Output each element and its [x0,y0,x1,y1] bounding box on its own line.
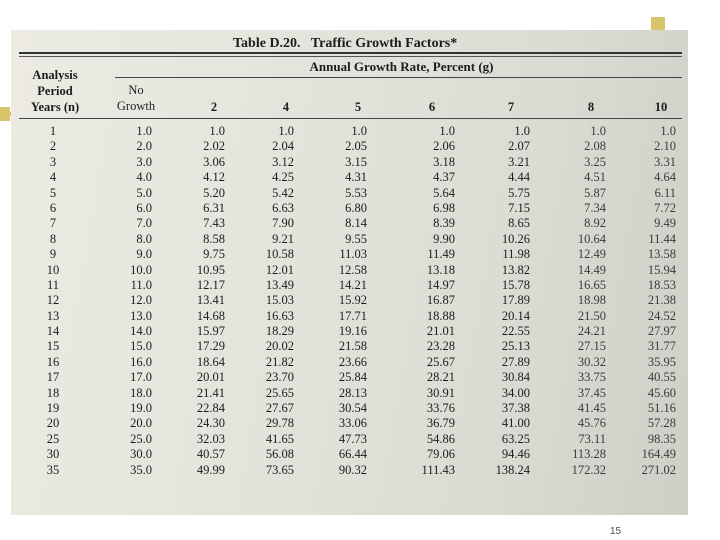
factor-cell: 4.37 [433,170,455,185]
factor-cell: 2.05 [345,139,367,154]
factor-cell: 2.10 [654,139,676,154]
factor-cell: 8.0 [136,231,152,246]
no-growth-column [130,124,152,478]
rate-header-5: 5 [354,100,362,114]
factor-cell: 8.58 [203,231,225,246]
factor-cell: 3.25 [584,154,606,169]
factor-cell: 7.72 [654,200,676,215]
year-cell: 25 [46,431,60,446]
page-number: 15 [610,526,622,537]
factor-cell: 9.21 [272,231,294,246]
factor-cell: 8.14 [345,216,367,231]
factor-cell: 9.55 [345,231,367,246]
factor-cell: 15.94 [647,262,676,277]
year-cell: 35 [46,462,60,477]
factor-cell: 10.95 [196,262,225,277]
factor-cell: 4.31 [345,170,367,185]
factor-cell: 47.73 [338,431,367,446]
factor-cell: 24.52 [647,308,676,323]
factor-cell: 5.0 [136,185,152,200]
rate-8-column [572,124,606,478]
factor-cell: 27.15 [577,339,606,354]
rate-10-column [642,124,676,478]
year-cell: 11 [46,277,60,292]
factor-cell: 10.26 [501,231,530,246]
factor-cell: 94.46 [501,447,530,462]
factor-cell: 30.54 [338,401,367,416]
factor-cell: 5.64 [433,185,455,200]
growth-rate-header: Annual Growth Rate, Percent (g) [309,59,494,74]
factor-cell: 13.18 [426,262,455,277]
factor-cell: 1.0 [209,124,225,138]
factor-cell: 8.92 [584,216,606,231]
factor-cell: 4.44 [508,170,530,185]
factor-cell: 1.0 [590,124,606,138]
factor-cell: 51.16 [647,401,676,416]
year-cell: 10 [46,262,60,277]
factor-cell: 40.57 [196,447,225,462]
rate-header-10: 10 [654,100,668,114]
factor-cell: 35.0 [130,462,152,477]
factor-cell: 8.65 [508,216,530,231]
factor-cell: 3.0 [136,154,152,169]
factor-cell: 13.0 [130,308,152,323]
header-left-line: Analysis [32,68,78,82]
factor-cell: 32.03 [196,431,225,446]
rate-5-column [339,124,367,478]
factor-cell: 20.14 [501,308,530,323]
rate-header-6: 6 [428,100,436,114]
years-column [33,124,73,478]
factor-cell: 11.49 [427,247,455,262]
factor-cell: 7.43 [203,216,225,231]
factor-cell: 13.41 [196,293,225,308]
top-rule-thin [19,56,682,57]
year-cell: 7 [49,216,57,231]
factor-cell: 5.53 [345,185,367,200]
factor-cell: 2.04 [272,139,294,154]
factor-cell: 17.71 [338,308,367,323]
factor-cell: 56.08 [265,447,294,462]
factor-cell: 73.11 [578,431,606,446]
factor-cell: 30.91 [426,385,455,400]
factor-cell: 20.0 [130,416,152,431]
factor-cell: 16.63 [265,308,294,323]
factor-cell: 12.49 [577,247,606,262]
factor-cell: 11.03 [339,247,367,262]
year-cell: 4 [49,170,57,185]
factor-cell: 37.45 [577,385,606,400]
factor-cell: 3.12 [272,154,294,169]
factor-cell: 57.28 [647,416,676,431]
factor-cell: 17.0 [130,370,152,385]
factor-cell: 40.55 [647,370,676,385]
factor-cell: 41.00 [501,416,530,431]
factor-cell: 14.0 [130,324,152,339]
factor-cell: 10.0 [130,262,152,277]
factor-cell: 34.00 [501,385,530,400]
factor-cell: 7.90 [272,216,294,231]
rate-header-4: 4 [282,100,290,114]
factor-cell: 25.13 [501,339,530,354]
factor-cell: 21.82 [265,354,294,369]
factor-cell: 2.0 [136,139,152,154]
factor-cell: 3.31 [654,154,676,169]
year-cell: 19 [46,401,60,416]
factor-cell: 30.84 [501,370,530,385]
factor-cell: 98.35 [647,431,676,446]
rate-4-column [266,124,294,478]
factor-cell: 11.0 [130,277,152,292]
factor-cell: 6.11 [654,185,676,200]
factor-cell: 79.06 [426,447,455,462]
no-growth-line: Growth [116,99,156,113]
factor-cell: 22.84 [196,401,225,416]
factor-cell: 28.21 [426,370,455,385]
year-cell: 9 [49,247,57,262]
factor-cell: 18.29 [265,324,294,339]
year-cell: 16 [46,354,60,369]
factor-cell: 12.17 [196,277,225,292]
factor-cell: 1.0 [514,124,530,138]
factor-cell: 33.75 [577,370,606,385]
factor-cell: 73.65 [265,462,294,477]
factor-cell: 30.32 [577,354,606,369]
year-cell: 17 [46,370,60,385]
factor-cell: 6.0 [136,200,152,215]
factor-cell: 63.25 [501,431,530,446]
year-cell: 14 [46,324,60,339]
factor-cell: 3.15 [345,154,367,169]
factor-cell: 20.01 [196,370,225,385]
factor-cell: 9.0 [136,247,152,262]
factor-cell: 4.0 [136,170,152,185]
factor-cell: 25.84 [338,370,367,385]
factor-cell: 24.30 [196,416,225,431]
factor-cell: 1.0 [439,124,455,138]
rate-2-column [197,124,225,478]
factor-cell: 172.32 [571,462,606,477]
year-cell: 13 [46,308,60,323]
factor-cell: 24.21 [577,324,606,339]
factor-cell: 90.32 [338,462,367,477]
factor-cell: 14.97 [426,277,455,292]
year-cell: 2 [49,139,57,154]
factor-cell: 5.42 [272,185,294,200]
factor-cell: 164.49 [641,447,676,462]
year-cell: 18 [46,385,60,400]
factor-cell: 9.49 [654,216,676,231]
factor-cell: 11.98 [502,247,530,262]
factor-cell: 3.21 [508,154,530,169]
analysis-period-header [15,67,95,115]
factor-cell: 25.67 [426,354,455,369]
accent-square-top [651,17,665,31]
factor-cell: 12.58 [338,262,367,277]
factor-cell: 2.06 [433,139,455,154]
factor-cell: 2.08 [584,139,606,154]
no-growth-line: No [128,83,144,97]
factor-cell: 27.89 [501,354,530,369]
factor-cell: 18.98 [577,293,606,308]
factor-cell: 2.02 [203,139,225,154]
factor-cell: 45.60 [647,385,676,400]
factor-cell: 23.66 [338,354,367,369]
header-left-line: Period [37,84,73,98]
factor-cell: 271.02 [641,462,676,477]
factor-cell: 25.65 [265,385,294,400]
factor-cell: 41.45 [577,401,606,416]
factor-cell: 18.88 [426,308,455,323]
factor-cell: 7.0 [136,216,152,231]
factor-cell: 15.97 [196,324,225,339]
factor-cell: 16.65 [577,277,606,292]
span-rule [115,77,682,78]
factor-cell: 4.51 [584,170,606,185]
factor-cell: 4.64 [654,170,676,185]
factor-cell: 3.18 [433,154,455,169]
rate-header-8: 8 [587,100,595,114]
factor-cell: 30.0 [130,447,152,462]
factor-cell: 21.38 [647,293,676,308]
accent-square-left [0,107,10,121]
factor-cell: 25.0 [130,431,152,446]
factor-cell: 1.0 [136,124,152,138]
factor-cell: 15.03 [265,293,294,308]
factor-cell: 7.34 [584,200,606,215]
factor-cell: 54.86 [426,431,455,446]
top-rule [19,52,682,54]
factor-cell: 10.58 [265,247,294,262]
factor-cell: 19.0 [130,401,152,416]
factor-cell: 21.58 [338,339,367,354]
factor-cell: 27.67 [265,401,294,416]
year-cell: 20 [46,416,60,431]
header-bottom-rule [19,118,682,119]
factor-cell: 20.02 [265,339,294,354]
year-cell: 12 [46,293,60,308]
table-title: Table D.20. Traffic Growth Factors* [233,36,458,51]
year-cell: 30 [46,447,60,462]
factor-cell: 4.12 [203,170,225,185]
factor-cell: 23.70 [265,370,294,385]
rate-6-column [422,124,455,478]
factor-cell: 29.78 [265,416,294,431]
factor-cell: 35.95 [647,354,676,369]
factor-cell: 18.53 [647,277,676,292]
factor-cell: 19.16 [338,324,367,339]
factor-cell: 13.49 [265,277,294,292]
factor-cell: 14.21 [338,277,367,292]
factor-cell: 33.76 [426,401,455,416]
factor-cell: 28.13 [338,385,367,400]
factor-cell: 138.24 [495,462,530,477]
factor-cell: 16.87 [426,293,455,308]
rate-header-7: 7 [507,100,515,114]
factor-cell: 6.98 [433,200,455,215]
rate-7-column [496,124,530,478]
factor-cell: 14.68 [196,308,225,323]
factor-cell: 111.43 [421,462,455,477]
factor-cell: 5.20 [203,185,225,200]
factor-cell: 17.89 [501,293,530,308]
factor-cell: 23.28 [426,339,455,354]
factor-cell: 11.44 [648,231,676,246]
factor-cell: 1.0 [660,124,676,138]
factor-cell: 22.55 [501,324,530,339]
factor-cell: 9.90 [433,231,455,246]
factor-cell: 3.06 [203,154,225,169]
factor-cell: 1.0 [278,124,294,138]
year-cell: 8 [49,231,57,246]
factor-cell: 37.38 [501,401,530,416]
factor-cell: 7.15 [508,200,530,215]
scanned-table [11,30,688,537]
factor-cell: 27.97 [647,324,676,339]
factor-cell: 33.06 [338,416,367,431]
factor-cell: 4.25 [272,170,294,185]
factor-cell: 14.49 [577,262,606,277]
factor-cell: 21.50 [577,308,606,323]
factor-cell: 15.92 [338,293,367,308]
factor-cell: 66.44 [338,447,367,462]
year-cell: 1 [49,124,57,138]
no-growth-header [107,82,165,114]
rate-header-2: 2 [210,100,218,114]
factor-cell: 8.39 [433,216,455,231]
factor-cell: 36.79 [426,416,455,431]
factor-cell: 2.07 [508,139,530,154]
factor-cell: 17.29 [196,339,225,354]
factor-cell: 9.75 [203,247,225,262]
factor-cell: 6.63 [272,200,294,215]
factor-cell: 13.82 [501,262,530,277]
factor-cell: 18.0 [130,385,152,400]
factor-cell: 18.64 [196,354,225,369]
factor-cell: 6.31 [203,200,225,215]
factor-cell: 1.0 [351,124,367,138]
factor-cell: 21.01 [426,324,455,339]
factor-cell: 10.64 [577,231,606,246]
factor-cell: 16.0 [130,354,152,369]
factor-cell: 31.77 [647,339,676,354]
factor-cell: 41.65 [265,431,294,446]
factor-cell: 21.41 [196,385,225,400]
factor-cell: 45.76 [577,416,606,431]
factor-cell: 15.78 [501,277,530,292]
factor-cell: 5.87 [584,185,606,200]
factor-cell: 13.58 [647,247,676,262]
factor-cell: 5.75 [508,185,530,200]
factor-cell: 12.01 [265,262,294,277]
year-cell: 6 [49,200,57,215]
year-cell: 15 [46,339,60,354]
factor-cell: 15.0 [130,339,152,354]
factor-cell: 113.28 [572,447,606,462]
year-cell: 3 [49,154,57,169]
factor-cell: 49.99 [196,462,225,477]
factor-cell: 6.80 [345,200,367,215]
header-left-line: Years (n) [30,100,80,114]
year-cell: 5 [49,185,57,200]
factor-cell: 12.0 [130,293,152,308]
